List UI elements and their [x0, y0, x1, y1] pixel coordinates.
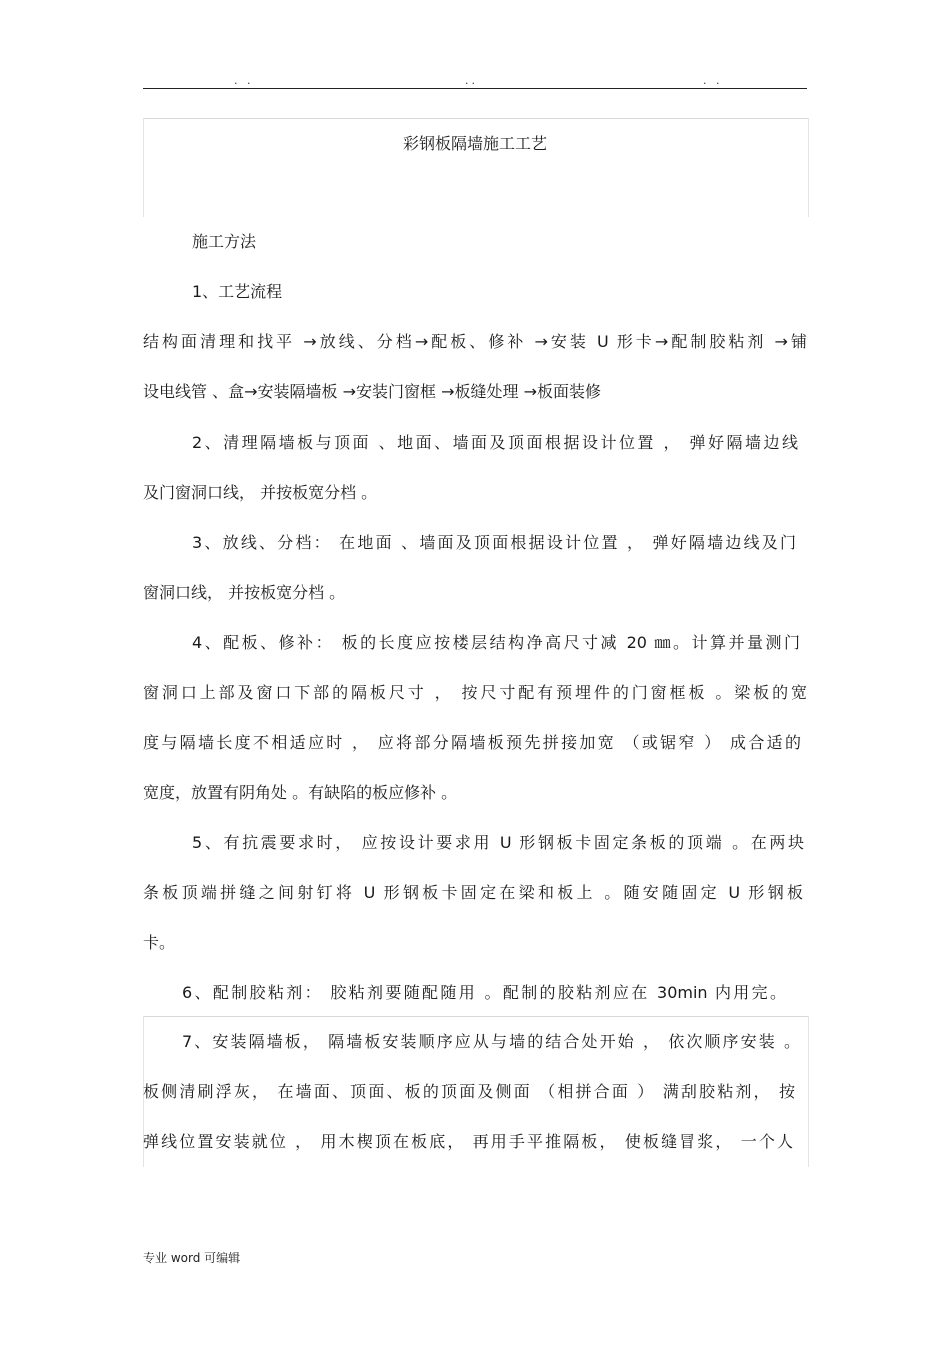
paragraph-line: 卡。	[143, 933, 176, 952]
paragraph-line: 5、有抗震要求时， 应按设计要求用 U 形钢板卡固定条板的顶端 。在两块	[192, 833, 804, 852]
paragraph-line: 弹线位置安装就位 ， 用木楔顶在板底， 再用手平推隔板， 使板缝冒浆， 一个人	[143, 1132, 793, 1151]
header-rule	[143, 88, 807, 89]
paragraph-line: 6、配制胶粘剂： 胶粘剂要随配随用 。配制的胶粘剂应在 30min 内用完。	[182, 983, 786, 1002]
paragraph-line: 3、放线、分档： 在地面 、墙面及顶面根据设计位置 ， 弹好隔墙边线及门	[192, 533, 796, 552]
paragraph-line: 4、配板、修补： 板的长度应按楼层结构净高尺寸减 20 ㎜。计算并量测门	[192, 633, 800, 652]
header-dots-right: . .	[703, 74, 723, 87]
paragraph-line: 7、安装隔墙板， 隔墙板安装顺序应从与墙的结合处开始 ， 依次顺序安装 。	[182, 1032, 800, 1051]
step-heading: 1、工艺流程	[192, 282, 283, 301]
paragraph-line: 2、清理隔墙板与顶面 、地面、墙面及顶面根据设计位置 ， 弹好隔墙边线	[192, 433, 798, 452]
paragraph-line: 设电线管 、盒→安装隔墙板 →安装门窗框 →板缝处理 →板面装修	[143, 382, 601, 401]
paragraph-line: 条板顶端拼缝之间射钉将 U 形钢板卡固定在梁和板上 。随安随固定 U 形钢板	[143, 883, 803, 902]
paragraph-line: 窗洞口线， 并按板宽分档 。	[143, 583, 346, 602]
paragraph-line: 及门窗洞口线， 并按板宽分档 。	[143, 483, 378, 502]
paragraph-line: 宽度，放置有阴角处 。有缺陷的板应修补 。	[143, 783, 458, 802]
section-heading: 施工方法	[192, 232, 257, 251]
paragraph-line: 度与隔墙长度不相适应时 ， 应将部分隔墙板预先拼接加宽 （或锯窄 ） 成合适的	[143, 733, 801, 752]
header-dots-center: ..	[465, 74, 478, 87]
document-title: 彩钢板隔墙施工工艺	[402, 134, 547, 153]
paragraph-line: 窗洞口上部及窗口下部的隔板尺寸 ， 按尺寸配有预埋件的门窗框板 。梁板的宽	[143, 683, 807, 702]
paragraph-line: 板侧清刷浮灰， 在墙面、顶面、板的顶面及侧面 （相拼合面 ） 满刮胶粘剂， 按	[143, 1082, 795, 1101]
paragraph-line: 结构面清理和找平 →放线、分档→配板、修补 →安装 U 形卡→配制胶粘剂 →铺	[143, 332, 807, 351]
header-dots-left: . .	[234, 74, 254, 87]
footer-note: 专业 word 可编辑	[143, 1251, 241, 1265]
